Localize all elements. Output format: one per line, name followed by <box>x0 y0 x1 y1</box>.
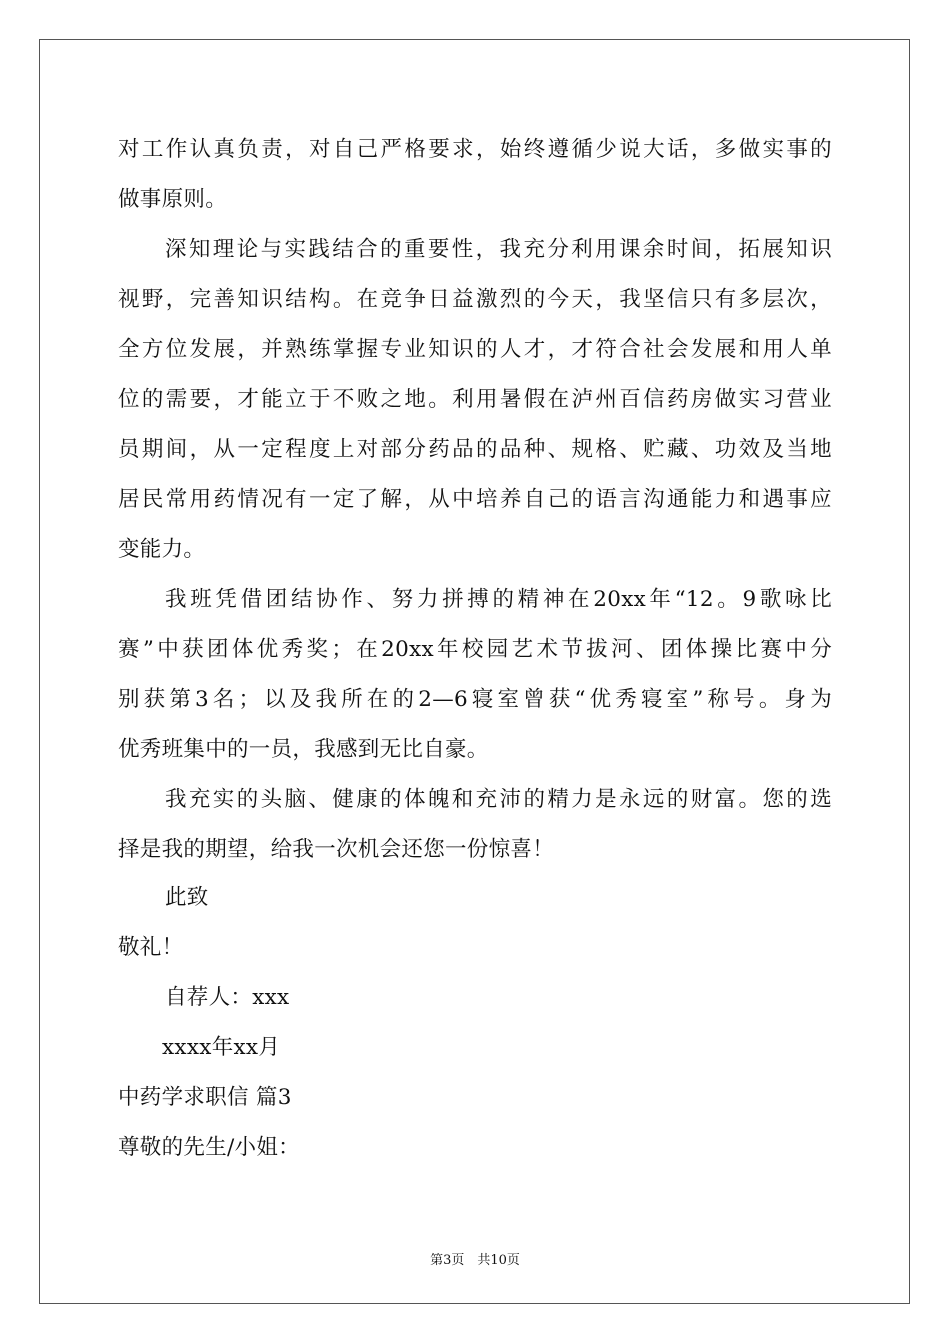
greeting-line: 尊敬的先生/小姐： <box>118 1135 300 1160</box>
body-line: 全方位发展，并熟练掌握专业知识的人才，才符合社会发展和用人单 <box>118 337 832 362</box>
body-line: 居民常用药情况有一定了解，从中培养自己的语言沟通能力和遇事应 <box>118 487 832 512</box>
salutation-line: 此致 <box>165 885 209 910</box>
body-line: 员期间，从一定程度上对部分药品的品种、规格、贮藏、功效及当地 <box>118 437 832 462</box>
body-line: 视野，完善知识结构。在竞争日益激烈的今天，我坚信只有多层次， <box>118 287 832 312</box>
body-line: 择是我的期望，给我一次机会还您一份惊喜！ <box>118 837 555 862</box>
body-line: 我充实的头脑、健康的体魄和充沛的精力是永远的财富。您的选 <box>165 787 832 812</box>
salutation-line: 敬礼！ <box>118 935 184 960</box>
section-heading: 中药学求职信 篇3 <box>118 1085 292 1110</box>
body-line: 做事原则。 <box>118 187 228 212</box>
body-line: 优秀班集中的一员，我感到无比自豪。 <box>118 737 489 762</box>
body-line: 变能力。 <box>118 537 206 562</box>
date-line: xxxx年xx月 <box>162 1035 281 1060</box>
body-line: 赛”中获团体优秀奖；在20xx年校园艺术节拔河、团体操比赛中分 <box>118 637 832 662</box>
body-line: 位的需要，才能立于不败之地。利用暑假在泸州百信药房做实习营业 <box>118 387 832 412</box>
body-line: 对工作认真负责，对自己严格要求，始终遵循少说大话，多做实事的 <box>118 137 832 162</box>
body-line: 我班凭借团结协作、努力拼搏的精神在20xx年“12。9歌咏比 <box>165 587 832 612</box>
page-frame <box>39 39 910 1304</box>
body-line: 深知理论与实践结合的重要性，我充分利用课余时间，拓展知识 <box>165 237 832 262</box>
body-line: 别获第3名；以及我所在的2—6寝室曾获“优秀寝室”称号。身为 <box>118 687 832 712</box>
page-footer: 第3页 共10页 <box>430 1253 520 1268</box>
signature-line: 自荐人：xxx <box>165 985 290 1010</box>
